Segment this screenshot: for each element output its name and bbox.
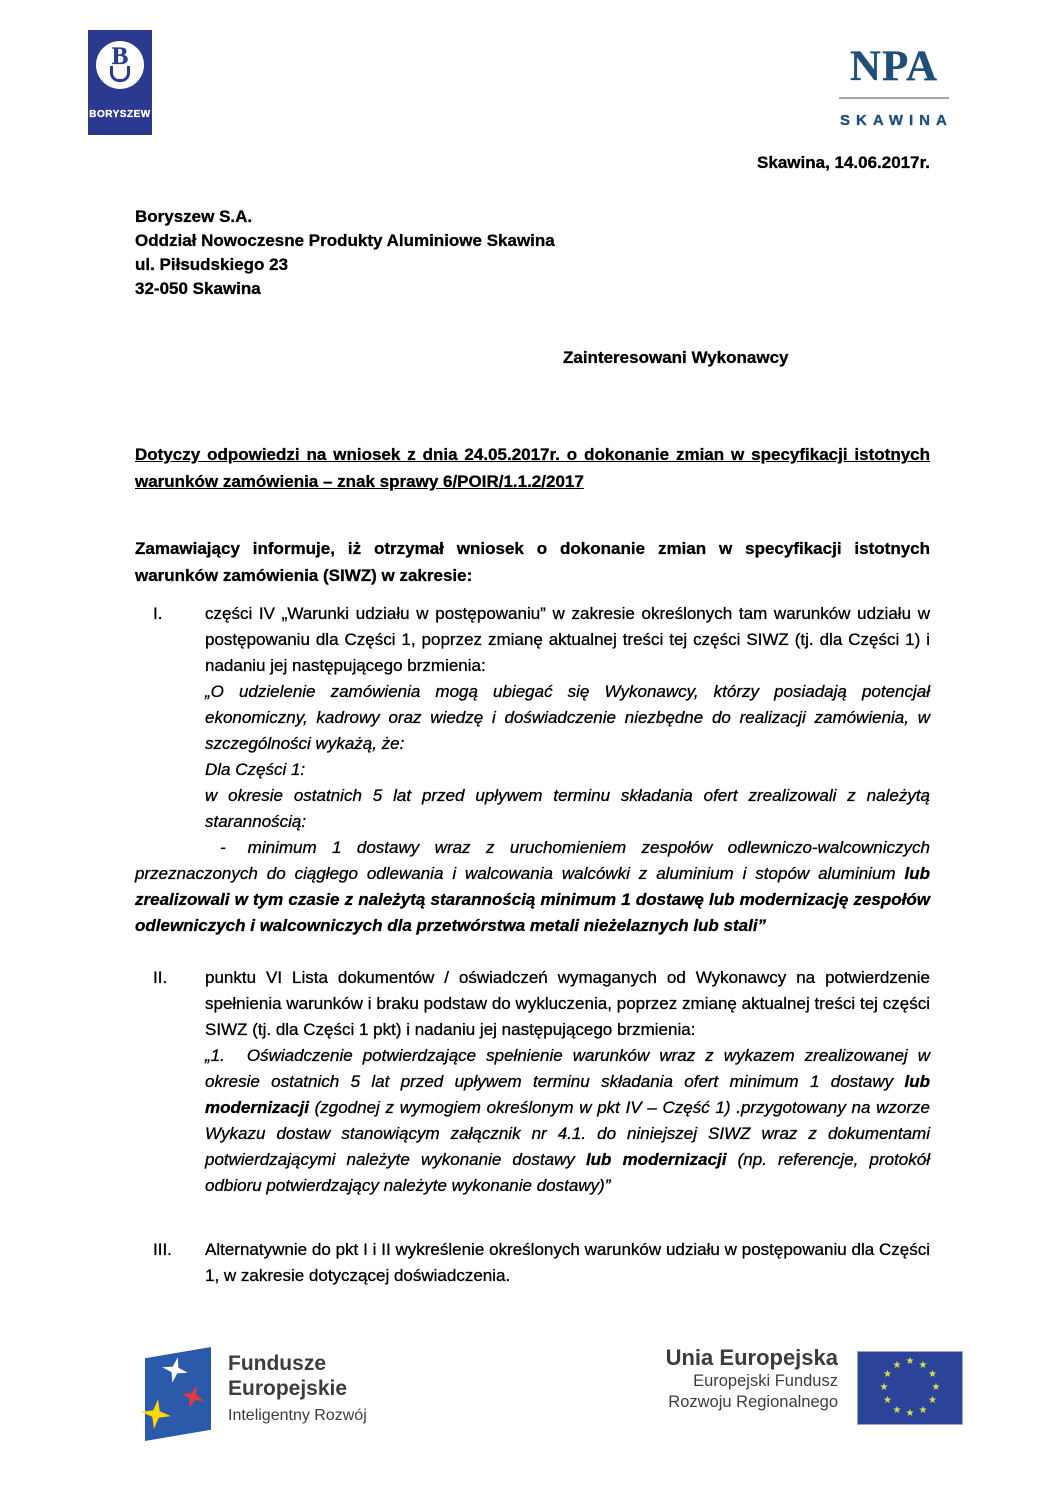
npa-skawina-logo bbox=[836, 44, 952, 134]
list-item-iii-number: III. bbox=[153, 1240, 172, 1259]
unia-europejska-text bbox=[666, 1345, 838, 1413]
item-i-quote-3: w okresie ostatnich 5 lat przed upływem terminu składania ofert zrealizowali z należytą starannością: bbox=[205, 786, 930, 831]
item-i-text: części IV „Warunki udziału w postępowaniu” w zakresie określonych tam warunków udziału w postępowaniu dla Części 1, poprzez zmianę aktualnej treści tej części SIWZ (tj. dla Części 1) i nadaniu jej następującego brzmienia: bbox=[205, 604, 930, 675]
list-item-ii-number: II. bbox=[153, 968, 168, 987]
fundusze-europejskie-text bbox=[228, 1351, 367, 1426]
recipient-city: 32-050 Skawina bbox=[135, 279, 261, 298]
fe-subtitle: Inteligentny Rozwój bbox=[228, 1407, 367, 1424]
dash-marker: - bbox=[220, 838, 226, 857]
change-list bbox=[135, 601, 930, 1289]
eu-flag-icon bbox=[858, 1352, 962, 1424]
item-ii-quote-bold-1: lub modernizacji bbox=[205, 1072, 930, 1117]
boryszew-emblem-icon bbox=[96, 41, 144, 89]
fe-title-line2: Europejskie bbox=[228, 1377, 348, 1400]
item-ii-quote-bold-2: lub modernizacji bbox=[585, 1150, 727, 1169]
item-ii-quote-lead: „1. bbox=[205, 1046, 225, 1065]
recipient-street: ul. Piłsudskiego 23 bbox=[135, 255, 289, 274]
item-ii-quote bbox=[205, 1043, 930, 1199]
subject-text: Dotyczy odpowiedzi na wniosek z dnia 24.05.2017r. o dokonanie zmian w specyfikacji istotnych warunków zamówienia – znak sprawy 6/POIR/1.1.2/2017 bbox=[135, 445, 930, 491]
subject-line bbox=[135, 441, 930, 495]
eu-star-icon: ★ bbox=[905, 1408, 915, 1419]
footer-logos bbox=[0, 1343, 1058, 1463]
date-line: Skawina, 14.06.2017r. bbox=[757, 153, 930, 172]
eu-star-icon: ★ bbox=[879, 1382, 889, 1393]
letterhead bbox=[89, 0, 953, 150]
item-i-dash-bold: lub zrealizowali w tym czasie z należytą starannością minimum 1 dostawę lub modernizację zespołów odlewniczych i walcowniczych dla przetwórstwa metali nieżelaznych lub stali” bbox=[135, 864, 930, 935]
eu-star-icon: ★ bbox=[883, 1395, 892, 1406]
eu-title: Unia Europejska bbox=[665, 1345, 838, 1370]
list-item-i-body bbox=[205, 601, 930, 835]
eu-star-icon: ★ bbox=[892, 1404, 902, 1416]
list-item-ii-body bbox=[205, 965, 930, 1199]
npa-logo-divider bbox=[839, 97, 949, 99]
eu-star-icon: ★ bbox=[883, 1369, 892, 1380]
fundusze-europejskie-flag-icon bbox=[145, 1347, 211, 1441]
eu-subtitle-line1: Europejski Fundusz bbox=[693, 1372, 838, 1390]
fe-title-line1: Fundusze bbox=[228, 1352, 326, 1375]
recipient-company: Boryszew S.A. bbox=[135, 207, 253, 226]
item-i-quote-1: „O udzielenie zamówienia mogą ubiegać się Wykonawcy, którzy posiadają potencjał ekonomiczny, kadrowy oraz wiedzę i doświadczenie niezbędne do realizacji zamówienia, w szczególności wykażą, że: bbox=[205, 682, 930, 753]
boryszew-emblem-letter: B bbox=[111, 43, 129, 70]
item-ii-text: punktu VI Lista dokumentów / oświadczeń wymaganych od Wykonawcy na potwierdzenie spełnienia warunków i braku podstaw do wykluczenia, poprzez zmianę aktualnej treści tej części SIWZ (tj. dla Części 1 pkt) i nadaniu jej następującego brzmienia: bbox=[205, 968, 930, 1039]
item-ii-quote-part-1: Oświadczenie potwierdzające spełnienie warunków wraz z wykazem zrealizowanej w okresie ostatnich 5 lat przed upływem terminu składania ofert minimum 1 dostawy bbox=[205, 1046, 930, 1091]
eu-star-icon: ★ bbox=[905, 1356, 915, 1367]
salutation: Zainteresowani Wykonawcy bbox=[563, 348, 789, 367]
eu-star-icon: ★ bbox=[928, 1395, 937, 1406]
eu-star-icon: ★ bbox=[931, 1382, 941, 1393]
eu-subtitle-line2: Rozwoju Regionalnego bbox=[668, 1393, 838, 1411]
list-item-ii bbox=[135, 965, 930, 1199]
recipient-division: Oddział Nowoczesne Produkty Aluminiowe Skawina bbox=[135, 231, 555, 250]
recipient-block bbox=[135, 205, 930, 301]
eu-star-icon: ★ bbox=[928, 1369, 937, 1380]
boryszew-logo-label: BORYSZEW bbox=[89, 109, 151, 120]
item-ii-quote-part-2: (zgodnej z wymogiem określonym w pkt IV – Część 1) .przygotowany na wzorze Wykazu dostaw stanowiącym załącznik nr 4.1. do niniejszej SIWZ wraz z dokumentami potwierdzającymi należyte wykonanie dostawy bbox=[205, 1098, 930, 1169]
eu-star-icon: ★ bbox=[892, 1359, 902, 1371]
list-item-iii-body bbox=[205, 1237, 930, 1289]
list-item-iii bbox=[135, 1237, 930, 1289]
item-iii-text: Alternatywnie do pkt I i II wykreślenie określonych warunków udziału w postępowaniu dla Części 1, w zakresie dotyczącej doświadczenia. bbox=[205, 1240, 930, 1285]
boryszew-bull-icon bbox=[110, 66, 130, 82]
item-ii-quote-part-3: (np. referencje, protokół odbioru potwierdzający należyte wykonanie dostawy)” bbox=[205, 1150, 930, 1195]
eu-star-icon: ★ bbox=[918, 1359, 928, 1371]
boryszew-logo-icon bbox=[88, 30, 152, 135]
item-i-dash-paragraph bbox=[135, 835, 930, 939]
npa-logo-city: SKAWINA bbox=[840, 112, 953, 129]
intro-paragraph: Zamawiający informuje, iż otrzymał wniosek o dokonanie zmian w specyfikacji istotnych warunków zamówienia (SIWZ) w zakresie: bbox=[135, 539, 930, 585]
npa-logo-name: NPA bbox=[849, 43, 939, 90]
item-i-dash-regular: minimum 1 dostawy wraz z uruchomieniem zespołów odlewniczo-walcowniczych przeznaczonych do ciągłego odlewania i walcowania walcówki z aluminium i stopów aluminium bbox=[135, 838, 930, 883]
item-i-quote-2: Dla Części 1: bbox=[205, 760, 306, 779]
fe-flag-background bbox=[145, 1347, 211, 1441]
eu-star-icon: ★ bbox=[918, 1404, 928, 1416]
list-item-i bbox=[135, 601, 930, 835]
list-item-i-number: I. bbox=[153, 604, 163, 623]
